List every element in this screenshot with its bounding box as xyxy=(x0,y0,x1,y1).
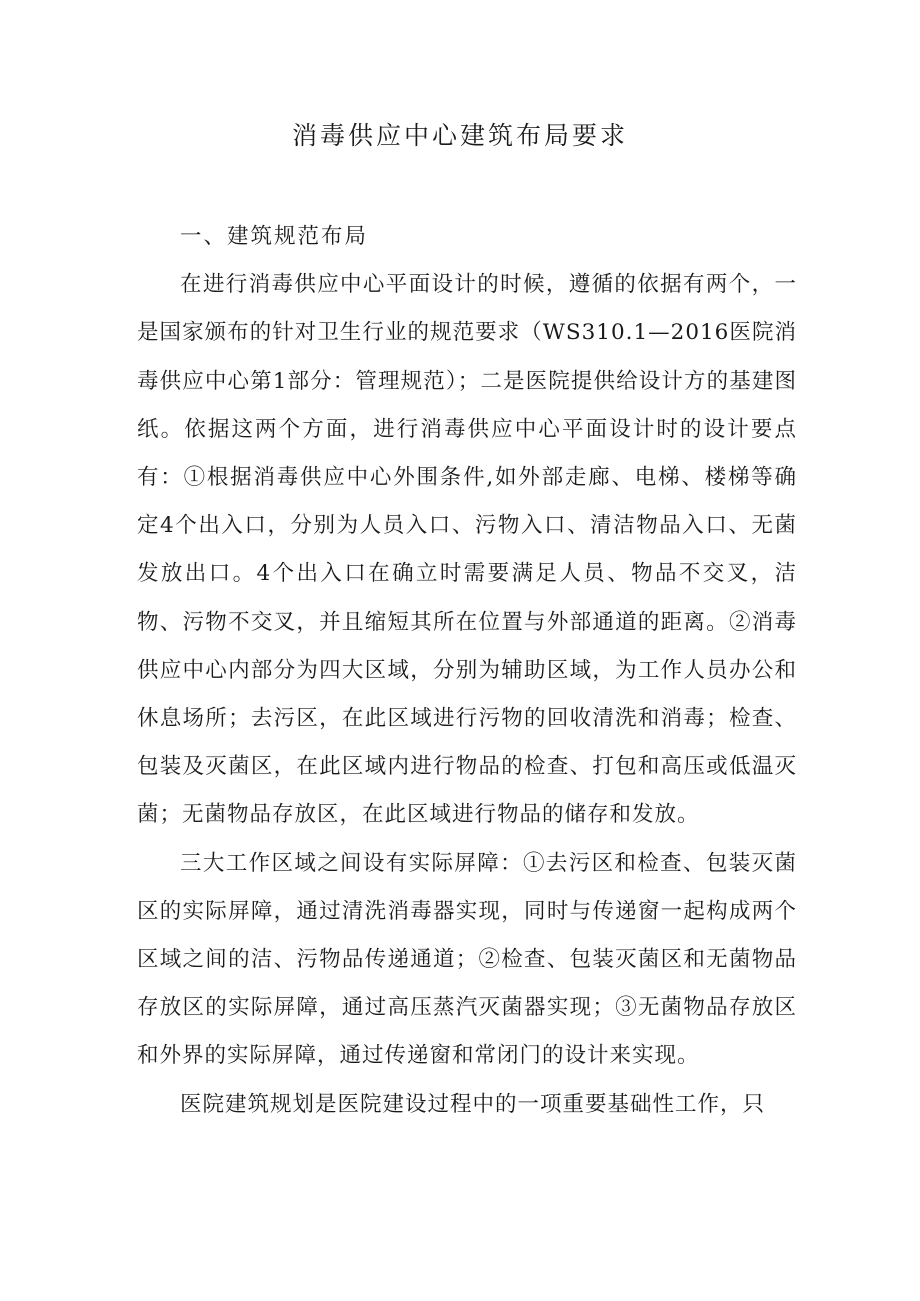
document-body xyxy=(137,213,797,1129)
paragraph-physical-barriers: 三大工作区域之间设有实际屏障：①去污区和检查、包装灭菌区的实际屏障，通过清洗消毒器实现，同时与传递窗一起构成两个区域之间的洁、污物品传递通道；②检查、包装灭菌区和无菌物品存放区的实际屏障，通过高压蒸汽灭菌器实现；③无菌物品存放区和外界的实际屏障，通过传递窗和常闭门的设计来实现。 xyxy=(137,850,797,1069)
paragraph-hospital-planning: 医院建筑规划是医院建设过程中的一项重要基础性工作，只 xyxy=(180,1091,766,1117)
section-heading: 一、建筑规范布局 xyxy=(180,224,369,249)
document-title: 消毒供应中心建筑布局要求 xyxy=(291,121,628,150)
paragraph-design-basis: 在进行消毒供应中心平面设计的时候，遵循的依据有两个，一是国家颁布的针对卫生行业的规范要求（WS310.1—2016医院消毒供应中心第1部分：管理规范）；二是医院提供给设计方的基建图纸。依据这两个方面，进行消毒供应中心平面设计时的设计要点有：①根据消毒供应中心外围条件,如外部走廊、电梯、楼梯等确定4个出入口，分别为人员入口、污物入口、清洁物品入口、无菌发放出口。4个出入口在确立时需要满足人员、物品不交叉，洁物、污物不交叉，并且缩短其所在位置与外部通道的距离。②消毒供应中心内部分为四大区域，分别为辅助区域，为工作人员办公和休息场所；去污区，在此区域进行污物的回收清洗和消毒；检查、包装及灭菌区，在此区域内进行物品的检查、打包和高压或低温灭菌；无菌物品存放区，在此区域进行物品的储存和发放。 xyxy=(137,272,797,828)
